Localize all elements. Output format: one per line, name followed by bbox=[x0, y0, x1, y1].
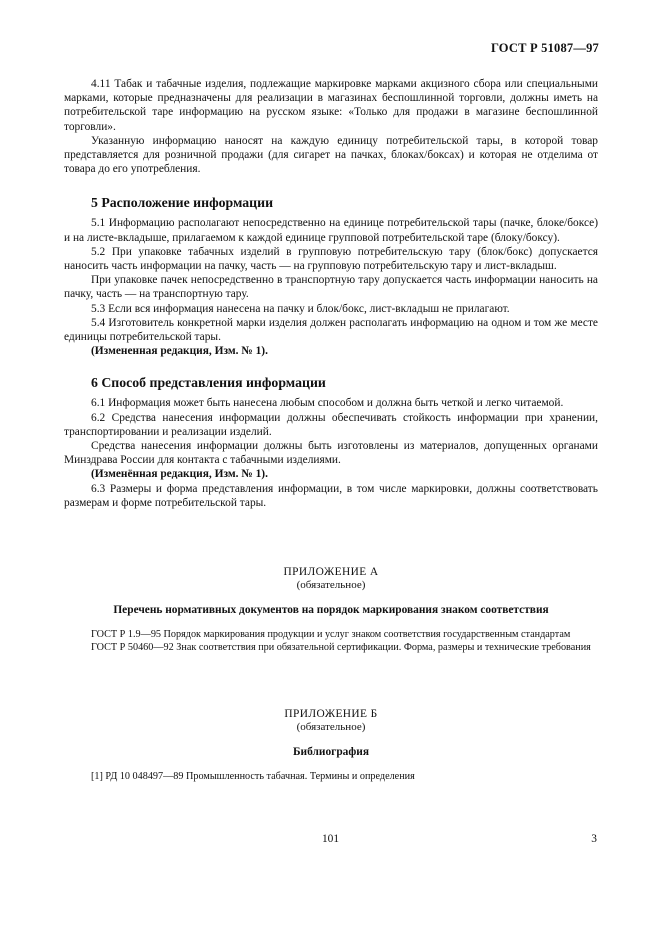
appendix-b-note: (обязательное) bbox=[296, 721, 366, 734]
appendix-b-title: ПРИЛОЖЕНИЕ Б bbox=[284, 708, 378, 721]
appendix-b bbox=[64, 708, 598, 784]
paragraph-6-2: 6.2 Средства нанесения информации должны обеспечивать стойкость информации при хранении, транспортировании и реализации изделий. bbox=[64, 411, 598, 438]
paragraph-6-3: 6.3 Размеры и форма представления информации, в том числе маркировки, должны соответствовать размерам и форме потребительской тары. bbox=[64, 482, 598, 509]
bibliography-item: [1] РД 10 048497—89 Промышленность табачная. Термины и определения bbox=[91, 771, 415, 783]
document-body bbox=[64, 77, 598, 784]
paragraph-4-11: 4.11 Табак и табачные изделия, подлежащие маркировке марками акцизного сбора или специальными марками, которые предназначены для реализации в магазинах беспошлинной торговли, должны иметь на потребительской таре информацию на русском языке: «Только для продажи в магазине беспошлинной торговли». bbox=[64, 78, 598, 133]
page-number: 101 bbox=[321, 833, 340, 845]
section-5-title: 5 Расположение информации bbox=[91, 195, 274, 211]
section-6-title: 6 Способ представления информации bbox=[91, 375, 326, 391]
paragraph-6-1: 6.1 Информация может быть нанесена любым способом и должна быть четкой и легко читаемой. bbox=[91, 397, 564, 410]
document-header: ГОСТ Р 51087—97 bbox=[490, 41, 599, 55]
paragraph-5-1: 5.1 Информацию располагают непосредственно на единице потребительской тары (пачке, блоке/боксе) и на листе-вкладыше, прилагаемом к каждой единице групповой потребительской таре (блоку/боксу). bbox=[64, 217, 598, 244]
appendix-a bbox=[64, 566, 598, 654]
appendix-a-title: ПРИЛОЖЕНИЕ А bbox=[283, 566, 379, 579]
paragraph-5-2: 5.2 При упаковке табачных изделий в групповую потребительскую тару (блок/бокс) допускается наносить часть информации на пачку, часть — на групповую потребительскую тару и лист-вкладыш. bbox=[64, 245, 598, 273]
appendix-a-note: (обязательное) bbox=[296, 579, 366, 592]
sheet-number: 3 bbox=[591, 833, 597, 845]
appendix-a-heading: Перечень нормативных документов на порядок маркирования знаком соответствия bbox=[113, 604, 549, 617]
amendment-note-6: (Изменённая редакция, Изм. № 1). bbox=[91, 468, 268, 481]
amendment-note-5: (Измененная редакция, Изм. № 1). bbox=[91, 345, 268, 358]
paragraph-4-11-continued: Указанную информацию наносят на каждую единицу потребительской тары, в которой товар представляется для розничной продажи (для сигарет на пачках, блоках/боксах) и которая не отделима от товара до его употребления. bbox=[64, 134, 598, 176]
paragraph-5-3: 5.3 Если вся информация нанесена на пачку и блок/бокс, лист-вкладыш не прилагают. bbox=[91, 302, 510, 315]
reference-item: ГОСТ Р 50460—92 Знак соответствия при обязательной сертификации. Форма, размеры и технические требования bbox=[91, 641, 591, 653]
paragraph-5-4: 5.4 Изготовитель конкретной марки изделия должен располагать информацию на одном и том же месте единицы потребительской тары. bbox=[64, 316, 598, 344]
appendix-b-heading: Библиография bbox=[293, 746, 369, 759]
paragraph-5-2-continued: При упаковке пачек непосредственно в транспортную тару допускается часть информации наносить на пачку, часть — на транспортную тару. bbox=[64, 274, 598, 301]
reference-item: ГОСТ Р 1.9—95 Порядок маркирования продукции и услуг знаком соответствия государственным стандартам bbox=[91, 629, 571, 641]
paragraph-6-2-continued: Средства нанесения информации должны быть изготовлены из материалов, допущенных органами Минздрава России для контакта с табачными изделиями. bbox=[64, 440, 598, 467]
